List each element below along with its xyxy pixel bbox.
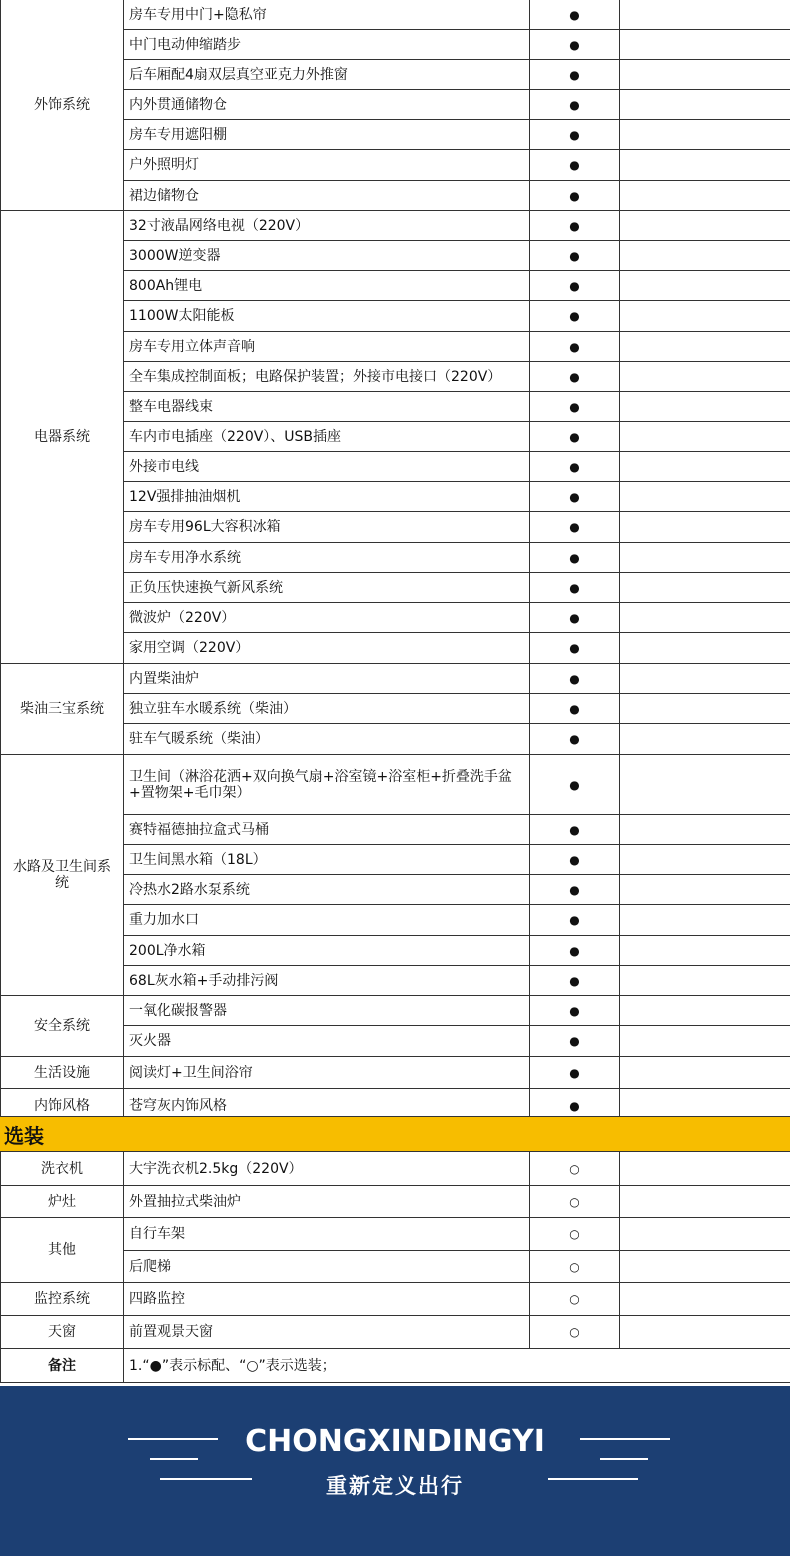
item-name: 房车专用遮阳棚 [124,120,530,150]
item-name: 卫生间黑水箱（18L） [124,845,530,875]
category-cell: 安全系统 [0,996,124,1057]
item-name: 房车专用净水系统 [124,543,530,573]
empty-cell [620,332,790,362]
empty-cell [620,301,790,332]
availability-mark: ● [530,966,620,996]
availability-mark: ● [530,301,620,332]
availability-mark: ● [530,1057,620,1089]
item-name: 外接市电线 [124,452,530,482]
brand-slogan: 重新定义出行 [326,1474,464,1498]
empty-cell [620,422,790,452]
empty-cell [620,181,790,211]
item-name: 车内市电插座（220V）、USB插座 [124,422,530,452]
category-cell: 生活设施 [0,1057,124,1089]
item-name: 房车专用中门+隐私帘 [124,0,530,30]
item-name: 68L灰水箱+手动排污阀 [124,966,530,996]
item-name: 房车专用立体声音响 [124,332,530,362]
availability-mark: ● [530,271,620,301]
empty-cell [620,1283,790,1316]
item-name: 苍穹灰内饰风格 [124,1089,530,1123]
optional-section-title: 选装 [4,1123,44,1148]
availability-mark: ● [530,482,620,512]
availability-mark: ● [530,815,620,845]
empty-cell [620,482,790,512]
empty-cell [620,875,790,905]
availability-mark: ● [530,905,620,936]
availability-mark: ● [530,90,620,120]
empty-cell [620,603,790,633]
item-name: 中门电动伸缩踏步 [124,30,530,60]
item-name: 驻车气暖系统（柴油） [124,724,530,755]
empty-cell [620,60,790,90]
item-name: 12V强排抽油烟机 [124,482,530,512]
availability-mark: ● [530,603,620,633]
item-name: 重力加水口 [124,905,530,936]
availability-mark: ○ [530,1186,620,1218]
category-cell: 柴油三宝系统 [0,664,124,755]
availability-mark: ● [530,936,620,966]
empty-cell [620,1186,790,1218]
empty-cell [620,936,790,966]
availability-mark: ● [530,362,620,392]
empty-cell [620,0,790,30]
item-name: 户外照明灯 [124,150,530,181]
empty-cell [620,90,790,120]
availability-mark: ● [530,633,620,664]
empty-cell [620,1152,790,1186]
availability-mark: ○ [530,1218,620,1251]
availability-mark: ● [530,392,620,422]
availability-mark: ● [530,30,620,60]
empty-cell [620,362,790,392]
empty-cell [620,1026,790,1057]
empty-cell [620,966,790,996]
availability-mark: ● [530,150,620,181]
availability-mark: ○ [530,1152,620,1186]
category-cell: 天窗 [0,1316,124,1349]
category-cell: 洗衣机 [0,1152,124,1186]
item-name: 1100W太阳能板 [124,301,530,332]
empty-cell [620,694,790,724]
item-name: 赛特福德抽拉盒式马桶 [124,815,530,845]
empty-cell [620,815,790,845]
item-name: 家用空调（220V） [124,633,530,664]
availability-mark: ● [530,1089,620,1123]
availability-mark: ● [530,543,620,573]
item-name: 独立驻车水暖系统（柴油） [124,694,530,724]
empty-cell [620,271,790,301]
empty-cell [620,120,790,150]
item-name: 正负压快速换气新风系统 [124,573,530,603]
availability-mark: ● [530,0,620,30]
item-name: 房车专用96L大容积冰箱 [124,512,530,543]
item-name: 内外贯通储物仓 [124,90,530,120]
availability-mark: ● [530,755,620,815]
category-cell: 其他 [0,1218,124,1283]
empty-cell [620,150,790,181]
item-name: 微波炉（220V） [124,603,530,633]
empty-cell [620,1316,790,1349]
item-name: 自行车架 [124,1218,530,1251]
notes-text: 1.“●”表示标配、“○”表示选装； [124,1349,790,1383]
empty-cell [620,392,790,422]
availability-mark: ○ [530,1251,620,1283]
optional-section-header [0,1116,790,1152]
availability-mark: ● [530,845,620,875]
item-name: 内置柴油炉 [124,664,530,694]
item-name: 裙边储物仓 [124,181,530,211]
empty-cell [620,1057,790,1089]
item-name: 后爬梯 [124,1251,530,1283]
category-cell: 炉灶 [0,1186,124,1218]
item-name: 冷热水2路水泵系统 [124,875,530,905]
item-name: 阅读灯+卫生间浴帘 [124,1057,530,1089]
category-cell: 外饰系统 [0,0,124,211]
item-name: 全车集成控制面板；电路保护装置；外接市电接口（220V） [124,362,530,392]
availability-mark: ● [530,875,620,905]
empty-cell [620,512,790,543]
empty-cell [620,845,790,875]
item-name: 800Ah锂电 [124,271,530,301]
availability-mark: ● [530,120,620,150]
item-name: 3000W逆变器 [124,241,530,271]
empty-cell [620,996,790,1026]
item-name: 200L净水箱 [124,936,530,966]
availability-mark: ● [530,573,620,603]
empty-cell [620,452,790,482]
availability-mark: ● [530,241,620,271]
availability-mark: ● [530,996,620,1026]
item-name: 整车电器线束 [124,392,530,422]
empty-cell [620,241,790,271]
availability-mark: ● [530,211,620,241]
availability-mark: ● [530,332,620,362]
availability-mark: ○ [530,1283,620,1316]
item-name: 前置观景天窗 [124,1316,530,1349]
item-name: 大宇洗衣机2.5kg（220V） [124,1152,530,1186]
availability-mark: ● [530,422,620,452]
category-cell: 水路及卫生间系统 [0,755,124,996]
availability-mark: ● [530,181,620,211]
item-name: 卫生间（淋浴花洒+双向换气扇+浴室镜+浴室柜+折叠洗手盆+置物架+毛巾架） [124,755,530,815]
empty-cell [620,633,790,664]
item-name: 四路监控 [124,1283,530,1316]
empty-cell [620,573,790,603]
brand-footer [0,1386,790,1556]
empty-cell [620,30,790,60]
item-name: 后车厢配4扇双层真空亚克力外推窗 [124,60,530,90]
empty-cell [620,664,790,694]
availability-mark: ● [530,694,620,724]
empty-cell [620,755,790,815]
availability-mark: ● [530,664,620,694]
empty-cell [620,1251,790,1283]
category-cell: 内饰风格 [0,1089,124,1123]
availability-mark: ● [530,1026,620,1057]
empty-cell [620,724,790,755]
empty-cell [620,543,790,573]
empty-cell [620,905,790,936]
category-cell: 监控系统 [0,1283,124,1316]
availability-mark: ● [530,60,620,90]
notes-label: 备注 [0,1349,124,1383]
item-name: 灭火器 [124,1026,530,1057]
availability-mark: ● [530,512,620,543]
availability-mark: ● [530,452,620,482]
availability-mark: ○ [530,1316,620,1349]
item-name: 32寸液晶网络电视（220V） [124,211,530,241]
category-cell: 电器系统 [0,211,124,664]
empty-cell [620,211,790,241]
item-name: 一氧化碳报警器 [124,996,530,1026]
brand-title: CHONGXINDINGYI [245,1424,545,1459]
availability-mark: ● [530,724,620,755]
item-name: 外置抽拉式柴油炉 [124,1186,530,1218]
empty-cell [620,1218,790,1251]
